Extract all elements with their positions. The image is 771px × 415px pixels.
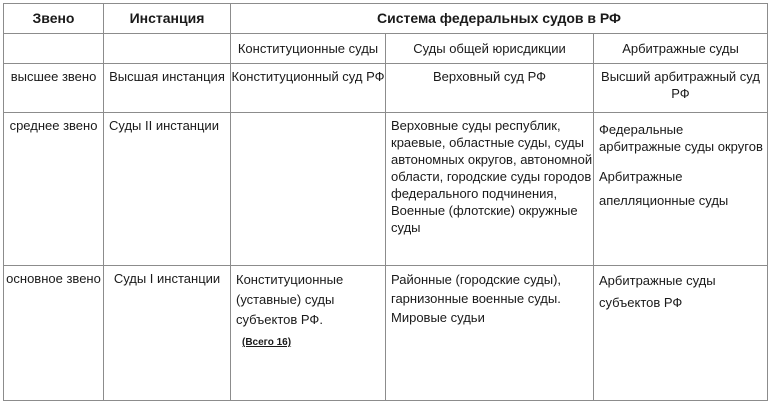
general-magistrates: Мировые судьи	[391, 310, 485, 325]
cell-arbitration	[594, 113, 768, 266]
cell-level: высшее звено	[4, 64, 104, 113]
subheader-constitutional: Конституционные суды	[231, 34, 386, 64]
cell-level: основное звено	[4, 266, 104, 401]
subheader-arbitration: Арбитражные суды	[594, 34, 768, 64]
general-district: Районные (городские суды), гарнизонные военные суды.	[391, 272, 562, 306]
subheader-empty-2	[104, 34, 231, 64]
constitutional-count-note: (Всего 16)	[242, 337, 292, 348]
cell-instance: Суды I инстанции	[104, 266, 231, 401]
table-row	[4, 113, 768, 266]
cell-arbitration: Высший арбитражный суд РФ	[594, 64, 768, 113]
arbitration-regional: Арбитражные суды субъектов РФ	[599, 273, 716, 310]
header-system: Система федеральных судов в РФ	[231, 4, 768, 34]
cell-constitutional	[231, 113, 386, 266]
arbitration-federal: Федеральные арбитражные суды округов	[599, 122, 763, 154]
subheader-empty-1	[4, 34, 104, 64]
header-instance: Инстанция	[104, 4, 231, 34]
header-level: Звено	[4, 4, 104, 34]
cell-instance: Суды II инстанции	[104, 113, 231, 266]
subheader-general: Суды общей юрисдикции	[386, 34, 594, 64]
courts-table	[3, 3, 768, 401]
cell-general: Верховные суды республик, краевые, областные суды, суды автономных округов, автономной области, городские суды городов федерального подчинения, Военные (флотские) окружные суды	[386, 113, 594, 266]
cell-arbitration	[594, 266, 768, 401]
table-row	[4, 266, 768, 401]
cell-general	[386, 266, 594, 401]
cell-general: Верховный суд РФ	[386, 64, 594, 113]
constitutional-regional: Конституционные (уставные) суды субъектов РФ.	[236, 272, 344, 327]
arbitration-appeal: Арбитражные апелляционные суды	[599, 169, 729, 208]
cell-level: среднее звено	[4, 113, 104, 266]
cell-constitutional: Конституционный суд РФ	[231, 64, 386, 113]
cell-instance: Высшая инстанция	[104, 64, 231, 113]
table-row	[4, 64, 768, 113]
cell-constitutional	[231, 266, 386, 401]
